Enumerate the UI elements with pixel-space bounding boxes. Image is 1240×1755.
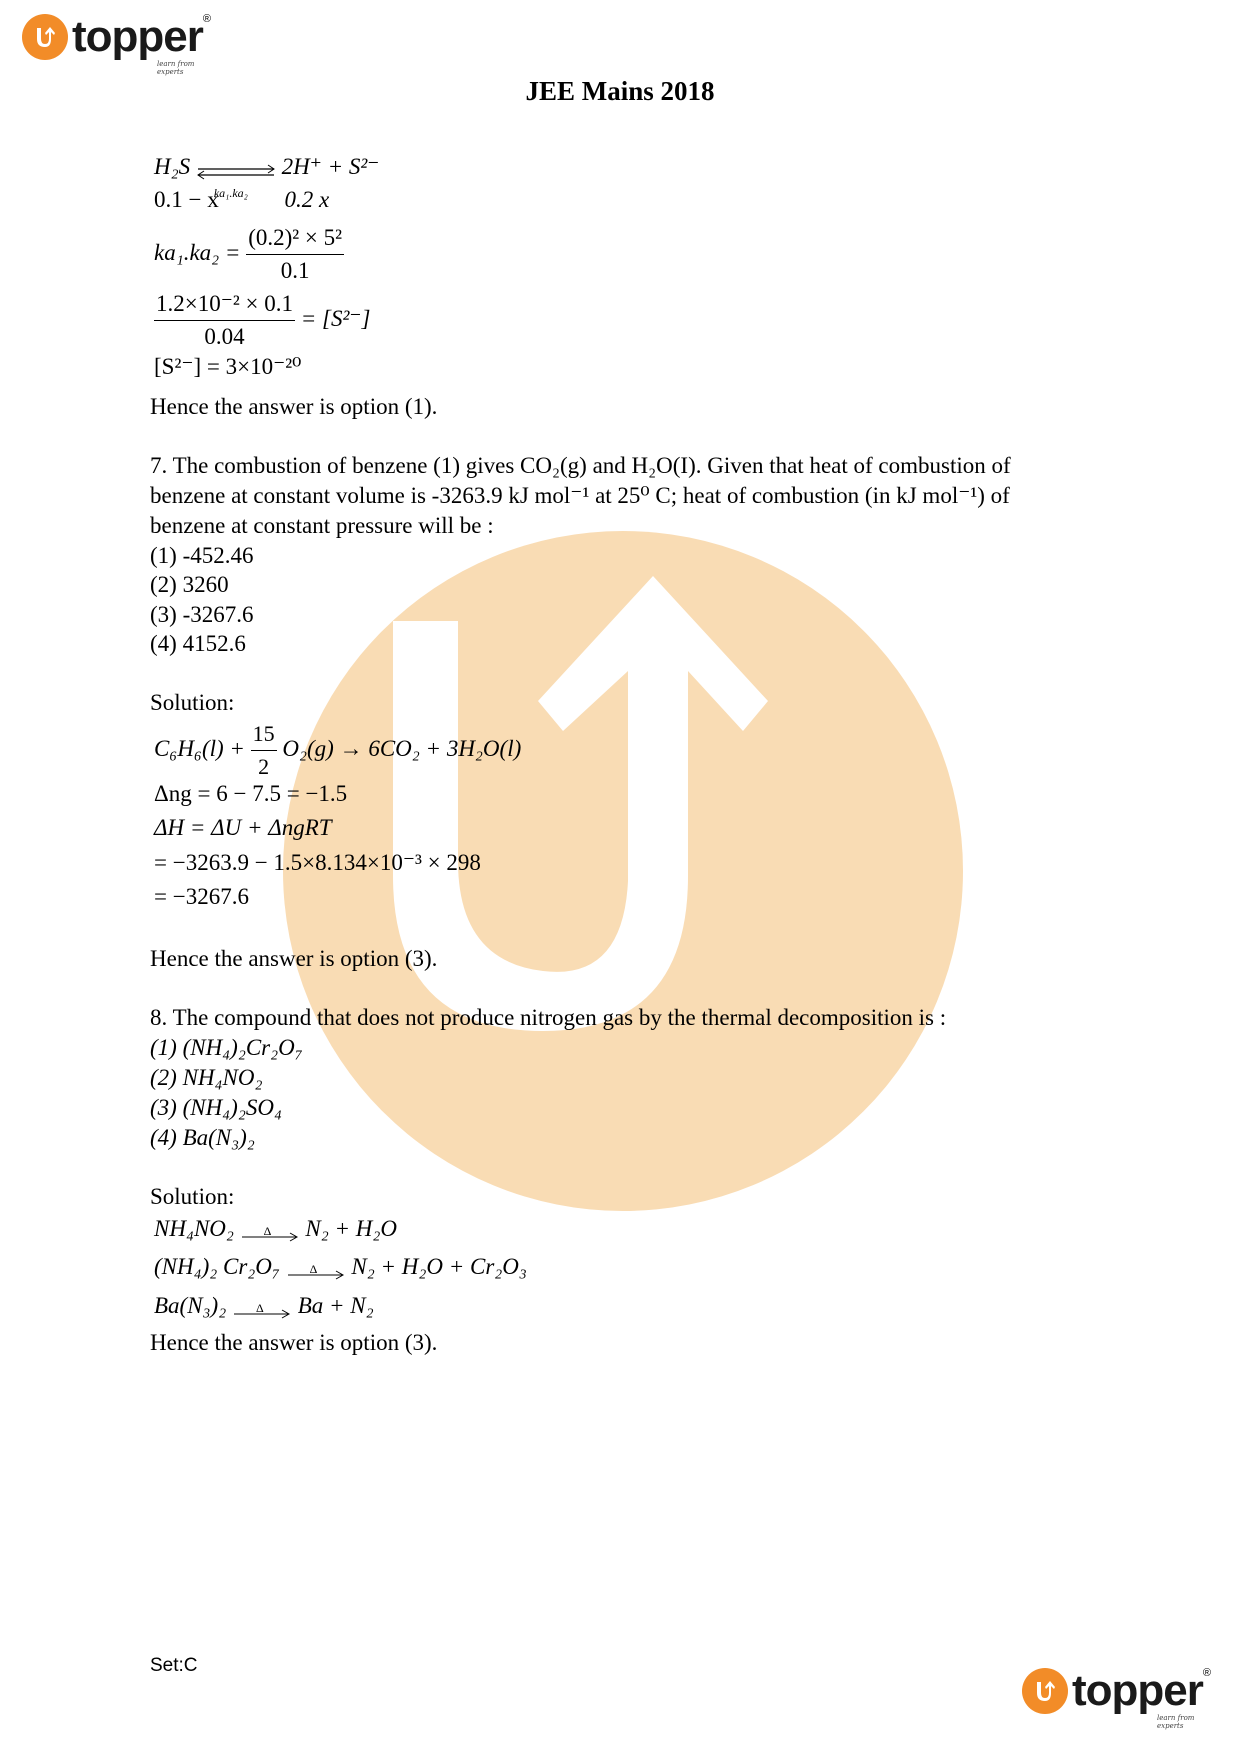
q8-option-1: (1) (NH₄)₂Cr₂O₇ xyxy=(150,1035,303,1060)
delta-h-line: ΔH = ΔU + ΔngRT xyxy=(154,815,332,840)
sulfide-result: [S²⁻] = 3×10⁻²⁰ xyxy=(154,354,302,379)
brand-name: topper xyxy=(72,12,203,61)
q8-solution-label: Solution: xyxy=(150,1184,235,1209)
heat-arrow-icon: Δ xyxy=(240,1221,300,1241)
topper-logo-footer xyxy=(1022,1666,1211,1730)
reaction-1: NH₄NO₂ Δ N₂ + H₂O xyxy=(154,1216,397,1241)
reaction-3: Ba(N₃)₂ Δ Ba + N₂ xyxy=(154,1293,374,1318)
q7-text-line1: 7. The combustion of benzene (1) gives CO₂(g) and H₂O(I). Given that heat of combustion of xyxy=(150,453,1011,478)
q7-text-line3: benzene at constant pressure will be : xyxy=(150,513,494,538)
heat-arrow-icon: Δ xyxy=(232,1298,292,1318)
sulfide-fraction-equation: $\frac{\text{1.2×10⁻² × 0.1}}{0.04}$ = [S²⁻] xyxy=(154,288,370,353)
q8-answer: Hence the answer is option (3). xyxy=(150,1330,438,1355)
brand-tagline: learn from experts xyxy=(157,60,195,76)
q7-answer: Hence the answer is option (3). xyxy=(150,946,438,971)
q7-text-line2: benzene at constant volume is -3263.9 kJ mol⁻¹ at 25⁰ C; heat of combustion (in kJ mol⁻¹) of xyxy=(150,483,1010,508)
q6-answer: Hence the answer is option (1). xyxy=(150,394,438,419)
topper-badge-icon xyxy=(1022,1668,1068,1714)
q7-option-2: (2) 3260 xyxy=(150,572,229,597)
delta-ng-line: Δng = 6 − 7.5 = −1.5 xyxy=(154,781,348,806)
q8-option-2: (2) NH₄NO₂ xyxy=(150,1065,263,1090)
dissociation-equation: H₂S ka₁.ka₂ 2H⁺ + S²⁻ xyxy=(154,154,380,200)
ka-product-equation: ka₁.ka₂ = $\frac{\text{(0.2)² × 5²}}{0.1}$ xyxy=(154,222,344,287)
result-line: = −3267.6 xyxy=(154,884,249,909)
brand-name: topper xyxy=(1072,1666,1203,1715)
set-label: Set:C xyxy=(150,1655,198,1676)
registered-mark: ® xyxy=(1202,1667,1211,1679)
q7-option-4: (4) 4152.6 xyxy=(150,631,246,656)
q7-option-1: (1) -452.46 xyxy=(150,543,254,568)
topper-badge-icon xyxy=(22,14,68,60)
registered-mark: ® xyxy=(202,13,211,25)
q8-text-line1: 8. The compound that does not produce nitrogen gas by the thermal decomposition is : xyxy=(150,1005,947,1030)
calculation-line: = −3263.9 − 1.5×8.134×10⁻³ × 298 xyxy=(154,850,481,875)
q8-option-4: (4) Ba(N₃)₂ xyxy=(150,1125,255,1150)
reaction-2: (NH₄)₂ Cr₂O₇ Δ N₂ + H₂O + Cr₂O₃ xyxy=(154,1254,527,1279)
page-title: JEE Mains 2018 xyxy=(525,76,715,106)
equilibrium-arrow-icon: ka₁.ka₂ xyxy=(196,159,276,179)
concentration-line: 0.1 − x 0.2 x xyxy=(154,187,330,212)
brand-tagline: learn from experts xyxy=(1157,1714,1195,1730)
benzene-combustion-equation: C₆H₆(l) + $\frac{15}{2}$ O₂(g) → 6CO₂ + 3H₂O(l) xyxy=(154,718,521,783)
q7-option-3: (3) -3267.6 xyxy=(150,602,254,627)
q7-solution-label: Solution: xyxy=(150,690,235,715)
topper-logo-header xyxy=(22,12,211,76)
heat-arrow-icon: Δ xyxy=(286,1259,346,1279)
q8-option-3: (3) (NH₄)₂SO₄ xyxy=(150,1095,282,1120)
